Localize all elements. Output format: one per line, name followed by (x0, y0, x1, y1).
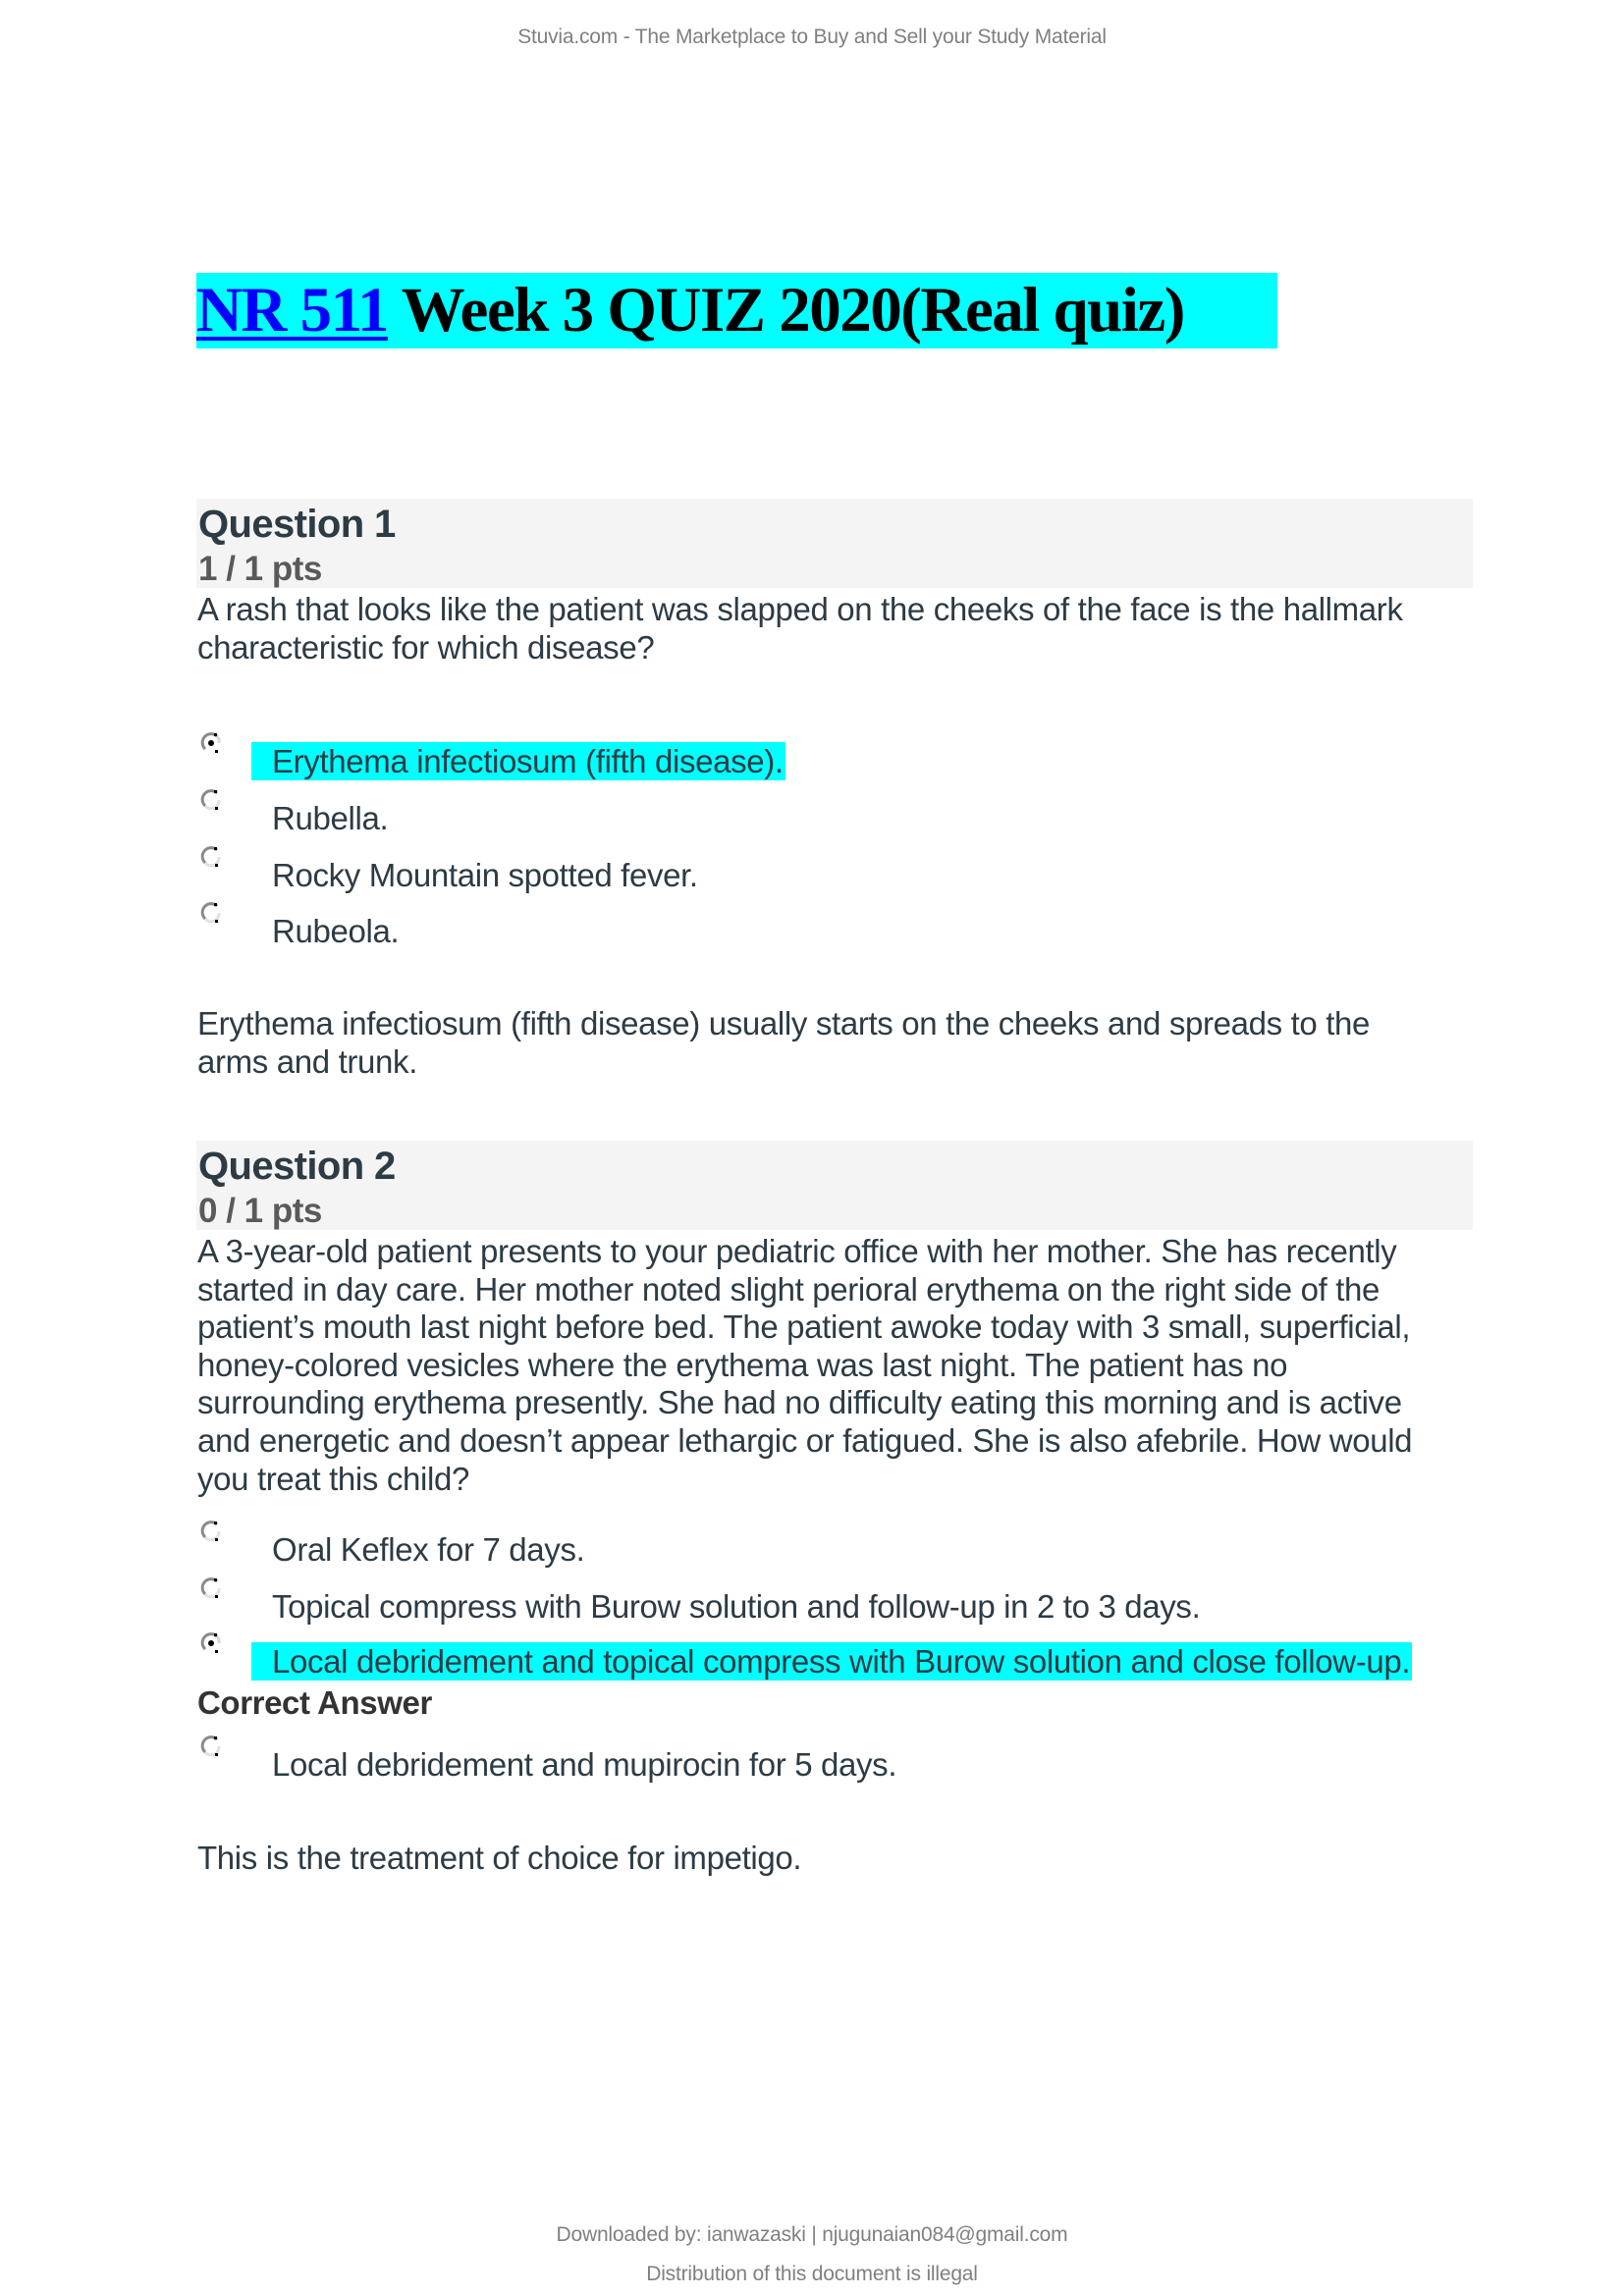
q2-option-3[interactable] (196, 1642, 1492, 1682)
question-1-explanation (197, 1005, 1484, 1081)
question-2-title: Question 2 (198, 1145, 396, 1188)
explanation-line: Erythema infectiosum (fifth disease) usually starts on the cheeks and spreads to the (197, 1005, 1371, 1041)
q1-option-3[interactable] (196, 856, 1492, 895)
radio-checked-icon[interactable] (200, 732, 222, 754)
question-2-prompt (197, 1233, 1484, 1498)
q1-option-4[interactable] (196, 912, 1492, 951)
q2-option-1[interactable] (196, 1530, 1492, 1570)
prompt-line: patient’s mouth last night before bed. The patient awoke today with 3 small, superficial, (197, 1308, 1411, 1346)
q1-option-1[interactable] (196, 742, 1492, 781)
option-label: Rubeola. (272, 913, 400, 949)
radio-unchecked-icon[interactable] (200, 846, 222, 868)
q1-option-2[interactable] (196, 799, 1492, 838)
radio-unchecked-icon[interactable] (200, 789, 222, 811)
option-label: Local debridement and topical compress with Burow solution and close follow-up. (251, 1642, 1412, 1681)
question-1-prompt (197, 591, 1484, 667)
option-label: Erythema infectiosum (fifth disease). (251, 742, 785, 780)
question-2-header (196, 1141, 1473, 1230)
option-label: Rocky Mountain spotted fever. (272, 857, 698, 893)
document-title (196, 273, 1277, 348)
prompt-line: honey-colored vesicles where the erythema was last night. The patient has no (197, 1346, 1288, 1383)
option-label: Topical compress with Burow solution and follow-up in 2 to 3 days. (272, 1588, 1201, 1625)
question-2-points: 0 / 1 pts (198, 1192, 322, 1230)
radio-unchecked-icon[interactable] (200, 1735, 222, 1757)
option-label: Local debridement and mupirocin for 5 days. (272, 1746, 897, 1783)
prompt-line: you treat this child? (197, 1460, 469, 1497)
question-1-points: 1 / 1 pts (198, 550, 322, 588)
radio-unchecked-icon[interactable] (200, 902, 222, 924)
prompt-line: A rash that looks like the patient was slapped on the cheeks of the face is the hallmark (197, 591, 1403, 627)
stuvia-watermark: Stuvia.com - The Marketplace to Buy and Sell your Study Material (517, 26, 1107, 48)
explanation-line: arms and trunk. (197, 1042, 418, 1080)
question-1-header (196, 499, 1473, 588)
option-label: Oral Keflex for 7 days. (272, 1531, 585, 1568)
radio-unchecked-icon[interactable] (200, 1521, 222, 1542)
question-1-title: Question 1 (198, 503, 396, 546)
q2-option-2[interactable] (196, 1587, 1492, 1627)
option-label: Rubella. (272, 800, 389, 836)
prompt-line: A 3-year-old patient presents to your pediatric office with her mother. She has recently (197, 1233, 1397, 1269)
prompt-line: started in day care. Her mother noted slight perioral erythema on the right side of the (197, 1270, 1380, 1308)
prompt-line: characteristic for which disease? (197, 628, 655, 666)
radio-checked-icon[interactable] (200, 1632, 222, 1654)
downloaded-by-footer: Downloaded by: ianwazaski | njugunaian084@gmail.com (556, 2223, 1068, 2246)
correct-answer-label: Correct Answer (197, 1684, 432, 1721)
question-2-explanation (197, 1840, 1484, 1878)
prompt-line: and energetic and doesn’t appear lethargic or fatigued. She is also afebrile. How would (197, 1421, 1413, 1459)
radio-unchecked-icon[interactable] (200, 1577, 222, 1599)
q2-option-4-correct[interactable] (196, 1745, 1492, 1785)
explanation-line: This is the treatment of choice for impetigo. (197, 1840, 802, 1876)
prompt-line: surrounding erythema presently. She had no difficulty eating this morning and is active (197, 1384, 1402, 1421)
course-code-link[interactable]: NR 511 (196, 275, 389, 346)
distribution-notice: Distribution of this document is illegal (646, 2263, 978, 2285)
title-text: Week 3 QUIZ 2020(Real quiz) (388, 275, 1184, 346)
